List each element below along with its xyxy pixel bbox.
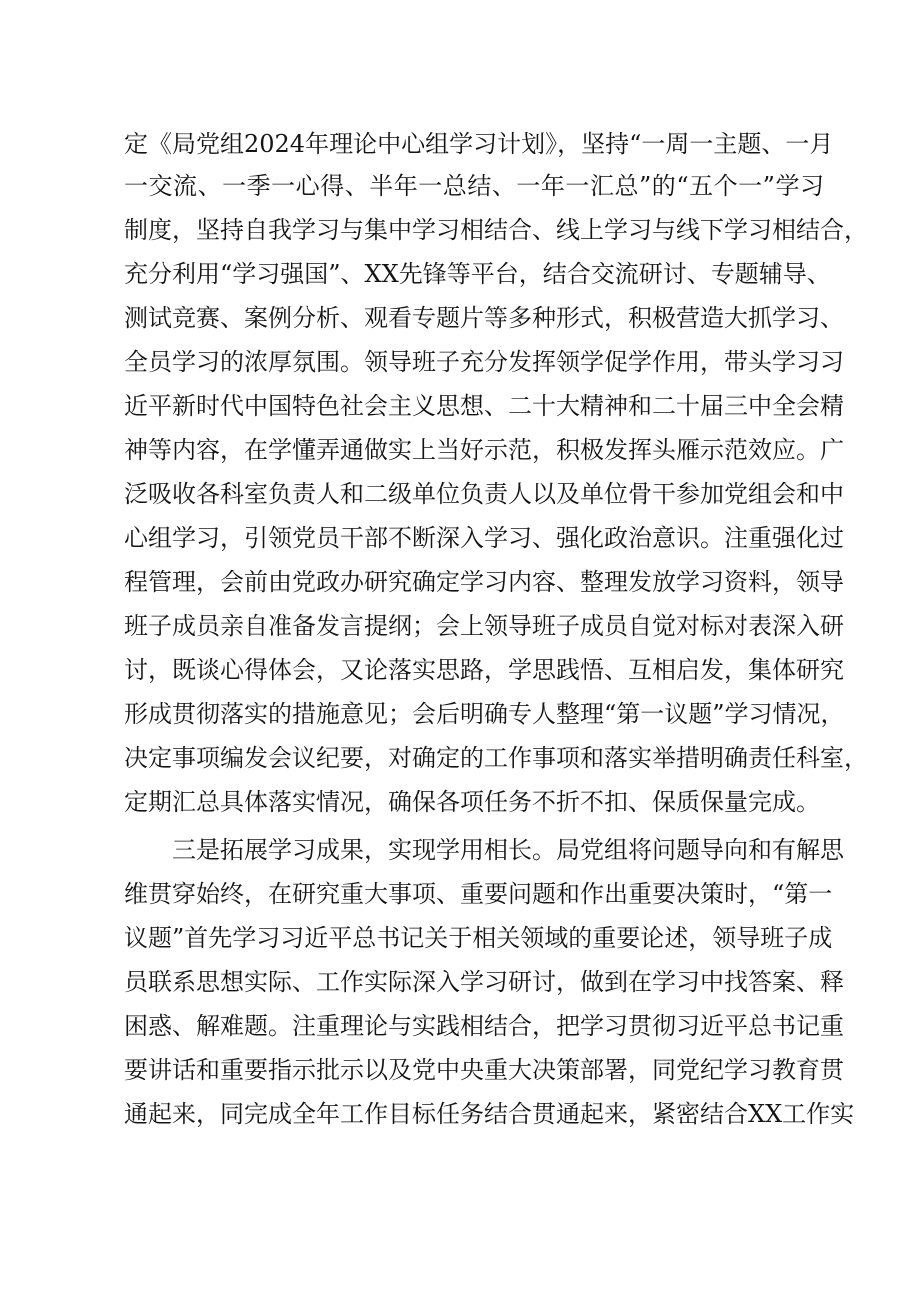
body-text-line: 全员学习的浓厚氛围。领导班子充分发挥领学促学作用，带头学习习 [124,348,844,376]
body-text-line: 决定事项编发会议纪要，对确定的工作事项和落实举措明确责任科室， [124,744,868,772]
body-text-line: 充分利用“学习强国”、XX先锋等平台，结合交流研讨、专题辅导、 [124,260,831,288]
body-text-line: 测试竞赛、案例分析、观看专题片等多种形式，积极营造大抓学习、 [124,304,844,332]
body-text-line: 要讲话和重要指示批示以及党中央重大决策部署，同党纪学习教育贯 [124,1056,844,1084]
body-text-line: 定期汇总具体落实情况，确保各项任务不折不扣、保质保量完成。 [124,788,820,816]
body-text-line: 定《局党组2024年理论中心组学习计划》，坚持“一周一主题、一月 [124,130,834,158]
body-text-line: 讨，既谈心得体会，又论落实思路，学思践悟、互相启发，集体研究 [124,656,844,684]
body-text-line: 近平新时代中国特色社会主义思想、二十大精神和二十届三中全会精 [124,392,844,420]
body-text-line: 心组学习，引领党员干部不断深入学习、强化政治意识。注重强化过 [124,524,844,552]
body-text-line: 形成贯彻落实的措施意见；会后明确专人整理“第一议题”学习情况， [124,700,845,728]
body-text-line: 员联系思想实际、工作实际深入学习研讨，做到在学习中找答案、释 [124,968,844,996]
body-text-line: 神等内容，在学懂弄通做实上当好示范，积极发挥头雁示范效应。广 [124,436,844,464]
body-text-line: 三是拓展学习成果，实现学用相长。局党组将问题导向和有解思 [172,836,844,864]
body-text-line: 程管理，会前由党政办研究确定学习内容、整理发放学习资料，领导 [124,568,844,596]
body-text-line: 班子成员亲自准备发言提纲；会上领导班子成员自觉对标对表深入研 [124,612,844,640]
body-text-line: 一交流、一季一心得、半年一总结、一年一汇总”的“五个一”学习 [124,172,824,200]
body-text-line: 维贯穿始终，在研究重大事项、重要问题和作出重要决策时，“第一 [124,880,833,908]
body-text-line: 泛吸收各科室负责人和二级单位负责人以及单位骨干参加党组会和中 [124,480,844,508]
body-text-line: 制度，坚持自我学习与集中学习相结合、线上学习与线下学习相结合， [124,216,868,244]
body-text-line: 议题”首先学习习近平总书记关于相关领域的重要论述，领导班子成 [124,924,833,952]
body-text-line: 通起来，同完成全年工作目标任务结合贯通起来，紧密结合XX工作实 [124,1100,855,1128]
body-text-line: 困惑、解难题。注重理论与实践相结合，把学习贯彻习近平总书记重 [124,1012,844,1040]
